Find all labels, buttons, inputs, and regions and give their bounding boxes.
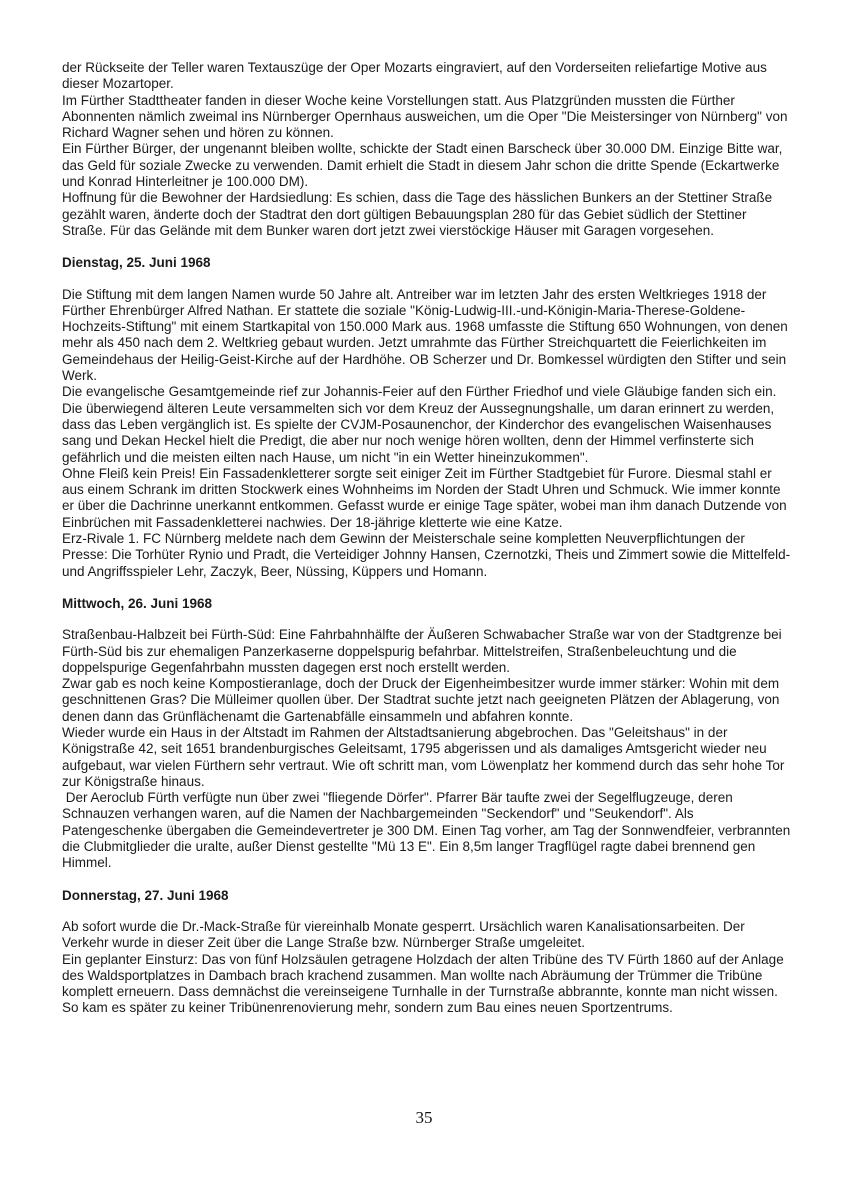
section-paragraph: Erz-Rivale 1. FC Nürnberg meldete nach dem Gewinn der Meisterschale seine kompletten Neuverpflichtungen der Presse: Die Torhüter Rynio und Pradt, die Verteidiger Johnny Hansen, Czernotzki, Theis und Zimmert sowie die Mittelfeld- und Angriffsspieler Lehr, Zaczyk, Beer, Nüssing, Küppers und Homann. xyxy=(62,531,794,579)
section-paragraph: Ohne Fleiß kein Preis! Ein Fassadenkletterer sorgte seit einiger Zeit im Fürther Stadtgebiet für Furore. Diesmal stahl er aus einem Schrank im dritten Stockwerk eines Wohnheims im Norden der Stadt Uhren und Schmuck. Wie immer konnte er über die Dachrinne unerkannt entkommen. Gefasst wurde er einige Tage später, wobei man ihm danach Dutzende von Einbrüchen mit Fassadenkletterei nachwies. Der 18-jährige kletterte wie eine Katze. xyxy=(62,465,791,530)
section-paragraph: Straßenbau-Halbzeit bei Fürth-Süd: Eine Fahrbahnhälfte der Äußeren Schwabacher Straße war von der Stadtgrenze bei Fürth-Süd bis zur ehemaligen Panzerkaserne doppelspurig befahrbar. Mittelstreifen, Straßenbeleuchtung und die doppelspurige Gegenfahrbahn mussten dagegen erst noch erstellt werden. xyxy=(62,627,786,675)
section-paragraph: Die evangelische Gesamtgemeinde rief zur Johannis-Feier auf den Fürther Friedhof und viele Gläubige fanden sich ein. Die überwiegend älteren Leute versammelten sich vor dem Kreuz der Aussegnungshalle, um daran erinnert zu werden, dass das Leben vergänglich ist. Es spielte der CVJM-Posaunenchor, der Kinderchor des evangelischen Waisenhauses sang und Dekan Heckel hielt die Predigt, die aber nur noch wenige hören wollten, denn der Himmel verfinsterte sich gefährlich und die meisten eilten nach Hause, um nicht "in ein Wetter hineinzukommen". xyxy=(62,384,781,465)
page-number: 35 xyxy=(415,1108,433,1127)
section-heading-mittwoch: Mittwoch, 26. Juni 1968 xyxy=(62,595,213,611)
intro-paragraph: der Rückseite der Teller waren Textauszüge der Oper Mozarts eingraviert, auf den Vorderseiten reliefartige Motive aus dieser Mozartoper. xyxy=(62,60,771,92)
intro-paragraph: Im Fürther Stadttheater fanden in dieser Woche keine Vorstellungen statt. Aus Platzgründen mussten die Fürther Abonnenten nämlich zweimal ins Nürnberger Opernhaus ausweichen, um die Oper "Die Meistersinger von Nürnberg" von Richard Wagner sehen und hören zu können. xyxy=(62,92,792,141)
section-heading-donnerstag: Donnerstag, 27. Juni 1968 xyxy=(62,887,229,903)
document-body xyxy=(62,60,793,1017)
section-paragraph: Ab sofort wurde die Dr.-Mack-Straße für viereinhalb Monate gesperrt. Ursächlich waren Kanalisationsarbeiten. Der Verkehr wurde in dieser Zeit über die Lange Straße bzw. Nürnberger Straße umgeleitet. xyxy=(62,918,749,951)
intro-paragraph: Hoffnung für die Bewohner der Hardsiedlung: Es schien, dass die Tage des hässlichen Bunkers an der Stettiner Straße gezählt waren, änderte doch der Stadtrat den dort gültigen Bebauungsplan 280 für das Gebiet südlich der Stettiner Straße. Für das Gelände mit dem Bunker waren dort jetzt zwei vierstöckige Häuser mit Garagen vorgesehen. xyxy=(62,190,776,238)
section-paragraph: Ein geplanter Einsturz: Das von fünf Holzsäulen getragene Holzdach der alten Tribüne des TV Fürth 1860 auf der Anlage des Waldsportplatzes in Dambach brach krachend zusammen. Man wollte nach Abräumung der Trümmer die Tribüne komplett erneuern. Dass demnächst die vereinseigene Turnhalle in der Turnstraße abbrannte, konnte man nicht wissen. So kam es später zu keiner Tribünenrenovierung mehr, sondern zum Bau eines neuen Sportzentrums. xyxy=(62,951,788,1016)
section-paragraph: Die Stiftung mit dem langen Namen wurde 50 Jahre alt. Antreiber war im letzten Jahr des ersten Weltkrieges 1918 der Fürther Ehrenbürger Alfred Nathan. Er stattete die soziale "König-Ludwig-III.-und-Königin-Maria-Therese-Goldene-Hochzeits-Stiftung" mit einem Startkapital von 150.000 Mark aus. 1968 umfasste die Stiftung 650 Wohnungen, von denen mehr als 450 nach dem 2. Weltkrieg gebaut wurden. Jetzt umrahmte das Fürther Streichquartett die Feierlichkeiten im Gemeindehaus der Heilig-Geist-Kirche auf der Hardhöhe. OB Scherzer und Dr. Bomkessel würdigten den Stifter und sein Werk. xyxy=(62,286,792,384)
section-heading-dienstag: Dienstag, 25. Juni 1968 xyxy=(62,255,211,271)
section-paragraph: Zwar gab es noch keine Kompostieranlage, doch der Druck der Eigenheimbesitzer wurde immer stärker: Wohin mit dem geschnittenen Gras? Die Mülleimer quollen über. Der Stadtrat suchte jetzt nach geeigneten Plätzen der Ablagerung, von denen dann das Grünflächenamt die Gartenabfälle einsammeln und abfahren konnte. xyxy=(62,676,784,724)
section-paragraph: Wieder wurde ein Haus in der Altstadt im Rahmen der Altstadtsanierung abgebrochen. Das "Geleitshaus" in der Königstraße 42, seit 1651 brandenburgisches Geleitsamt, 1795 abgerissen und als damaliges Amtsgericht wieder neu aufgebaut, war vielen Fürthern sehr vertraut. Wie oft schritt man, vom Löwenplatz her kommend durch das sehr hohe Tor zur Königstraße hinaus. xyxy=(62,724,789,789)
intro-paragraph: Ein Fürther Bürger, der ungenannt bleiben wollte, schickte der Stadt einen Barscheck über 30.000 DM. Einzige Bitte war, das Geld für soziale Zwecke zu verwenden. Damit erhielt die Stadt in diesem Jahr schon die dritte Spende (Eckartwerke und Konrad Hinterleitner je 100.000 DM). xyxy=(62,141,787,190)
section-paragraph: Der Aeroclub Fürth verfügte nun über zwei "fliegende Dörfer". Pfarrer Bär taufte zwei der Segelflugzeuge, deren Schnauzen verhangen waren, auf die Namen der Nachbargemeinden "Seckendorf" und "Seukendorf". Als Patengeschenke übergaben die Gemeindevertreter je 300 DM. Einen Tag vorher, am Tag der Sonnwendfeier, verbrannten die Clubmitglieder die uralte, außer Dienst gestellte "Mü 13 E". Ein 8,5m langer Tragflügel ragte dabei brennend gen Himmel. xyxy=(62,790,794,871)
